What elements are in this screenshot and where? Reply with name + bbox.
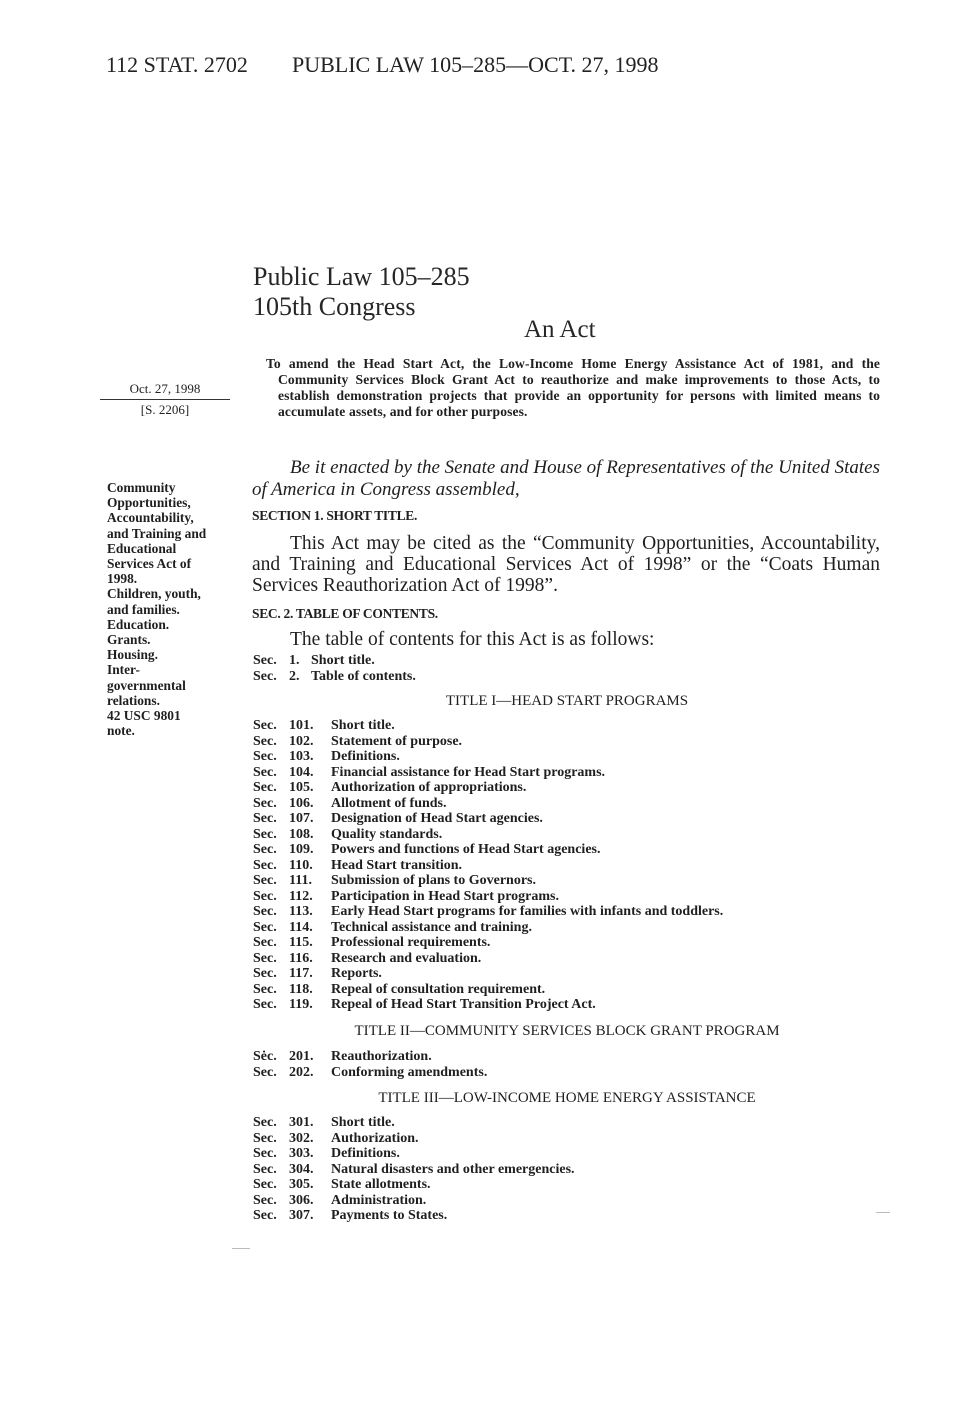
purpose-statement: To amend the Head Start Act, the Low-Income Home Energy Assistance Act of 1981, and the Community Services Block Grant Act to reauthorize and make improvements to those Acts, to establish demonstration projects that provide an opportunity for persons with limited means to accumulate assets, and for other purposes. [266,356,880,419]
toc-sec-number: 105. [289,780,314,795]
toc-sec-number: 2. [289,668,300,684]
enacting-clause [252,457,880,501]
toc-sec-label: Sec. [253,873,277,888]
toc-sec-title: Repeal of Head Start Transition Project Act. [331,997,596,1012]
toc-sec-title: Short title. [311,653,375,668]
enactment-date: Oct. 27, 1998 [100,381,230,400]
toc-sec-label: Sec. [253,935,277,950]
margin-note-line: governmental [107,677,186,693]
toc-sec-number: 117. [289,966,313,981]
toc-sec-title: Repeal of consultation requirement. [331,981,546,997]
toc-sec-number: 302. [289,1130,314,1146]
toc-sec-title: Authorization of appropriations. [331,780,527,795]
toc-sec-number: 119. [289,997,313,1012]
margin-note-line: Accountability, [107,510,194,526]
toc-sec-number: 110. [289,857,313,873]
toc-sec-label: Sec. [253,950,277,966]
toc-sec-title: Powers and functions of Head Start agencies. [331,842,601,857]
margin-note-line: Educational [107,540,177,556]
toc-sec-title: Quality standards. [331,826,443,842]
section-1-text: This Act may be cited as the “Community Opportunities, Accountability, and Training and Educational Services Act of 1998” or the “Coats Human Services Reauthorization Act of 1998”. [252,533,880,596]
toc-entry[interactable] [253,920,723,936]
margin-note-line: Children, youth, [107,586,201,602]
toc-entry[interactable] [253,718,723,734]
toc-sec-title: Financial assistance for Head Start programs. [331,764,606,780]
toc-sec-number: 114. [289,919,313,935]
toc-entry[interactable] [253,1208,575,1224]
margin-notes [107,480,242,738]
an-act-heading: An Act [524,316,596,343]
toc-entry[interactable] [253,966,723,982]
toc-sec-title: Allotment of funds. [331,795,447,811]
toc-entry[interactable] [253,653,416,669]
toc-entry[interactable] [253,1146,575,1162]
toc-entry[interactable] [253,951,723,967]
margin-note-line: 42 USC 9801 [107,708,181,724]
toc-sec-number: 307. [289,1208,314,1223]
toc-sec-number: 118. [289,981,313,997]
congress-number: 105th Congress [253,292,416,321]
toc-sec-label: Sec. [253,749,277,764]
toc-sec-number: 202. [289,1064,314,1080]
toc-sec-number: 306. [289,1192,314,1208]
toc-sec-title: State allotments. [331,1177,431,1192]
toc-entry[interactable] [253,827,723,843]
toc-entry[interactable] [253,749,723,765]
toc-sec-title: Table of contents. [311,668,416,684]
toc-sec-number: 112. [289,888,313,904]
margin-note-line: Housing. [107,647,158,663]
toc-sec-label: Sėc. [253,1049,277,1064]
toc-sec-title: Technical assistance and training. [331,919,532,935]
margin-note-line: Education. [107,616,170,632]
toc-sec-number: 116. [289,950,313,966]
toc-sec-title: Early Head Start programs for families with infants and toddlers. [331,904,724,919]
toc-sec-number: 102. [289,733,314,749]
toc-sec-label: Sec. [253,795,277,811]
toc-general [253,653,416,684]
toc-entry[interactable] [253,734,723,750]
toc-sec-label: Sec. [253,981,277,997]
toc-sec-number: 107. [289,811,314,826]
toc-sec-label: Sec. [253,1146,277,1161]
running-head-title: PUBLIC LAW 105–285—OCT. 27, 1998 [292,52,659,77]
toc-sec-label: Sec. [253,888,277,904]
toc-sec-label: Sec. [253,1064,277,1080]
toc-sec-label: Sec. [253,811,277,826]
toc-entry[interactable] [253,811,723,827]
toc-sec-title: Definitions. [331,1146,400,1161]
bill-number: [S. 2206] [140,402,190,417]
toc-sec-title: Authorization. [331,1130,419,1146]
toc-sec-title: Statement of purpose. [331,733,463,749]
toc-entry[interactable] [253,935,723,951]
public-law-number: Public Law 105–285 [253,262,470,291]
toc-entry[interactable] [253,1115,575,1131]
toc-sec-title: Payments to States. [331,1208,448,1223]
toc-sec-label: Sec. [253,904,277,919]
toc-entry[interactable] [253,796,723,812]
toc-sec-title: Submission of plans to Governors. [331,873,536,888]
toc-sec-number: 201. [289,1049,314,1064]
margin-note-line: Community [107,480,176,495]
scan-mark [876,1212,890,1213]
toc-sec-label: Sec. [253,764,277,780]
toc-entry[interactable] [253,1177,575,1193]
toc-sec-label: Sec. [253,826,277,842]
toc-entry[interactable] [253,669,416,685]
margin-note-line: and families. [107,601,180,617]
margin-note-line: Inter- [107,662,140,678]
toc-sec-title: Reports. [331,966,382,981]
section-2-text: The table of contents for this Act is as follows: [290,629,655,650]
toc-sec-label: Sec. [253,1192,277,1208]
toc-sec-number: 113. [289,904,313,919]
toc-entry[interactable] [253,842,723,858]
public-law-heading [253,262,470,322]
toc-entry[interactable] [253,765,723,781]
toc-entry[interactable] [253,1193,575,1209]
toc-title-iii [253,1115,575,1224]
toc-sec-label: Sec. [253,1115,277,1130]
margin-note-line: Grants. [107,632,151,648]
toc-sec-title: Administration. [331,1192,427,1208]
toc-entry[interactable] [253,982,723,998]
toc-sec-title: Reauthorization. [331,1049,432,1064]
toc-title-ii-heading: TITLE II—COMMUNITY SERVICES BLOCK GRANT PROGRAM [354,1023,780,1039]
toc-entry[interactable] [253,904,723,920]
section-2-heading: SEC. 2. TABLE OF CONTENTS. [252,606,438,621]
toc-sec-number: 103. [289,749,314,764]
toc-sec-label: Sec. [253,653,277,668]
enacting-clause-text: Be it enacted by the Senate and House of Representatives of the United States of America in Congress assembled, [252,457,880,500]
toc-sec-number: 101. [289,718,314,733]
toc-sec-title: Natural disasters and other emergencies. [331,1161,575,1177]
toc-sec-number: 301. [289,1115,314,1130]
toc-sec-title: Short title. [331,718,395,733]
toc-sec-title: Definitions. [331,749,400,764]
toc-entry[interactable] [253,780,723,796]
margin-note-line: note. [107,723,135,739]
toc-sec-title: Designation of Head Start agencies. [331,811,543,826]
toc-sec-title: Participation in Head Start programs. [331,888,560,904]
toc-sec-label: Sec. [253,919,277,935]
toc-sec-label: Sec. [253,997,277,1012]
toc-sec-number: 109. [289,842,314,857]
toc-sec-title: Short title. [331,1115,395,1130]
toc-sec-label: Sec. [253,842,277,857]
toc-entry[interactable] [253,997,723,1013]
margin-note-line: Services Act of [107,556,192,572]
toc-sec-label: Sec. [253,966,277,981]
toc-sec-number: 106. [289,795,314,811]
toc-sec-label: Sec. [253,1161,277,1177]
toc-sec-label: Sec. [253,1177,277,1192]
margin-note-line: 1998. [107,571,138,587]
toc-sec-label: Sec. [253,857,277,873]
toc-sec-number: 111. [289,873,312,888]
toc-sec-title: Head Start transition. [331,857,463,873]
toc-title-i [253,718,723,1013]
toc-sec-title: Research and evaluation. [331,950,482,966]
toc-entry[interactable] [253,858,723,874]
toc-sec-number: 104. [289,764,314,780]
margin-date-block [100,381,230,418]
toc-sec-number: 108. [289,826,314,842]
toc-title-iii-heading: TITLE III—LOW-INCOME HOME ENERGY ASSISTANCE [378,1090,756,1106]
toc-entry[interactable] [253,1049,487,1065]
toc-sec-label: Sec. [253,780,277,795]
toc-entry[interactable] [253,1065,487,1081]
toc-sec-label: Sec. [253,1130,277,1146]
toc-entry[interactable] [253,1162,575,1178]
toc-sec-label: Sec. [253,718,277,733]
toc-title-ii [253,1049,487,1080]
toc-sec-title: Professional requirements. [331,935,491,950]
section-1-heading: SECTION 1. SHORT TITLE. [252,508,418,523]
margin-note-line: and Training and [107,525,207,541]
toc-entry[interactable] [253,873,723,889]
toc-sec-number: 305. [289,1177,314,1192]
toc-sec-number: 1. [289,653,300,668]
toc-entry[interactable] [253,889,723,905]
toc-sec-label: Sec. [253,668,277,684]
toc-sec-label: Sec. [253,733,277,749]
toc-sec-number: 303. [289,1146,314,1161]
page-citation: 112 STAT. 2702 [106,52,248,77]
margin-note-line: relations. [107,692,160,708]
toc-sec-title: Conforming amendments. [331,1064,488,1080]
toc-sec-number: 115. [289,935,313,950]
scan-mark [232,1248,250,1249]
toc-entry[interactable] [253,1131,575,1147]
toc-sec-label: Sec. [253,1208,277,1223]
toc-title-i-heading: TITLE I—HEAD START PROGRAMS [445,693,689,709]
toc-sec-number: 304. [289,1161,314,1177]
margin-note-line: Opportunities, [107,495,191,511]
